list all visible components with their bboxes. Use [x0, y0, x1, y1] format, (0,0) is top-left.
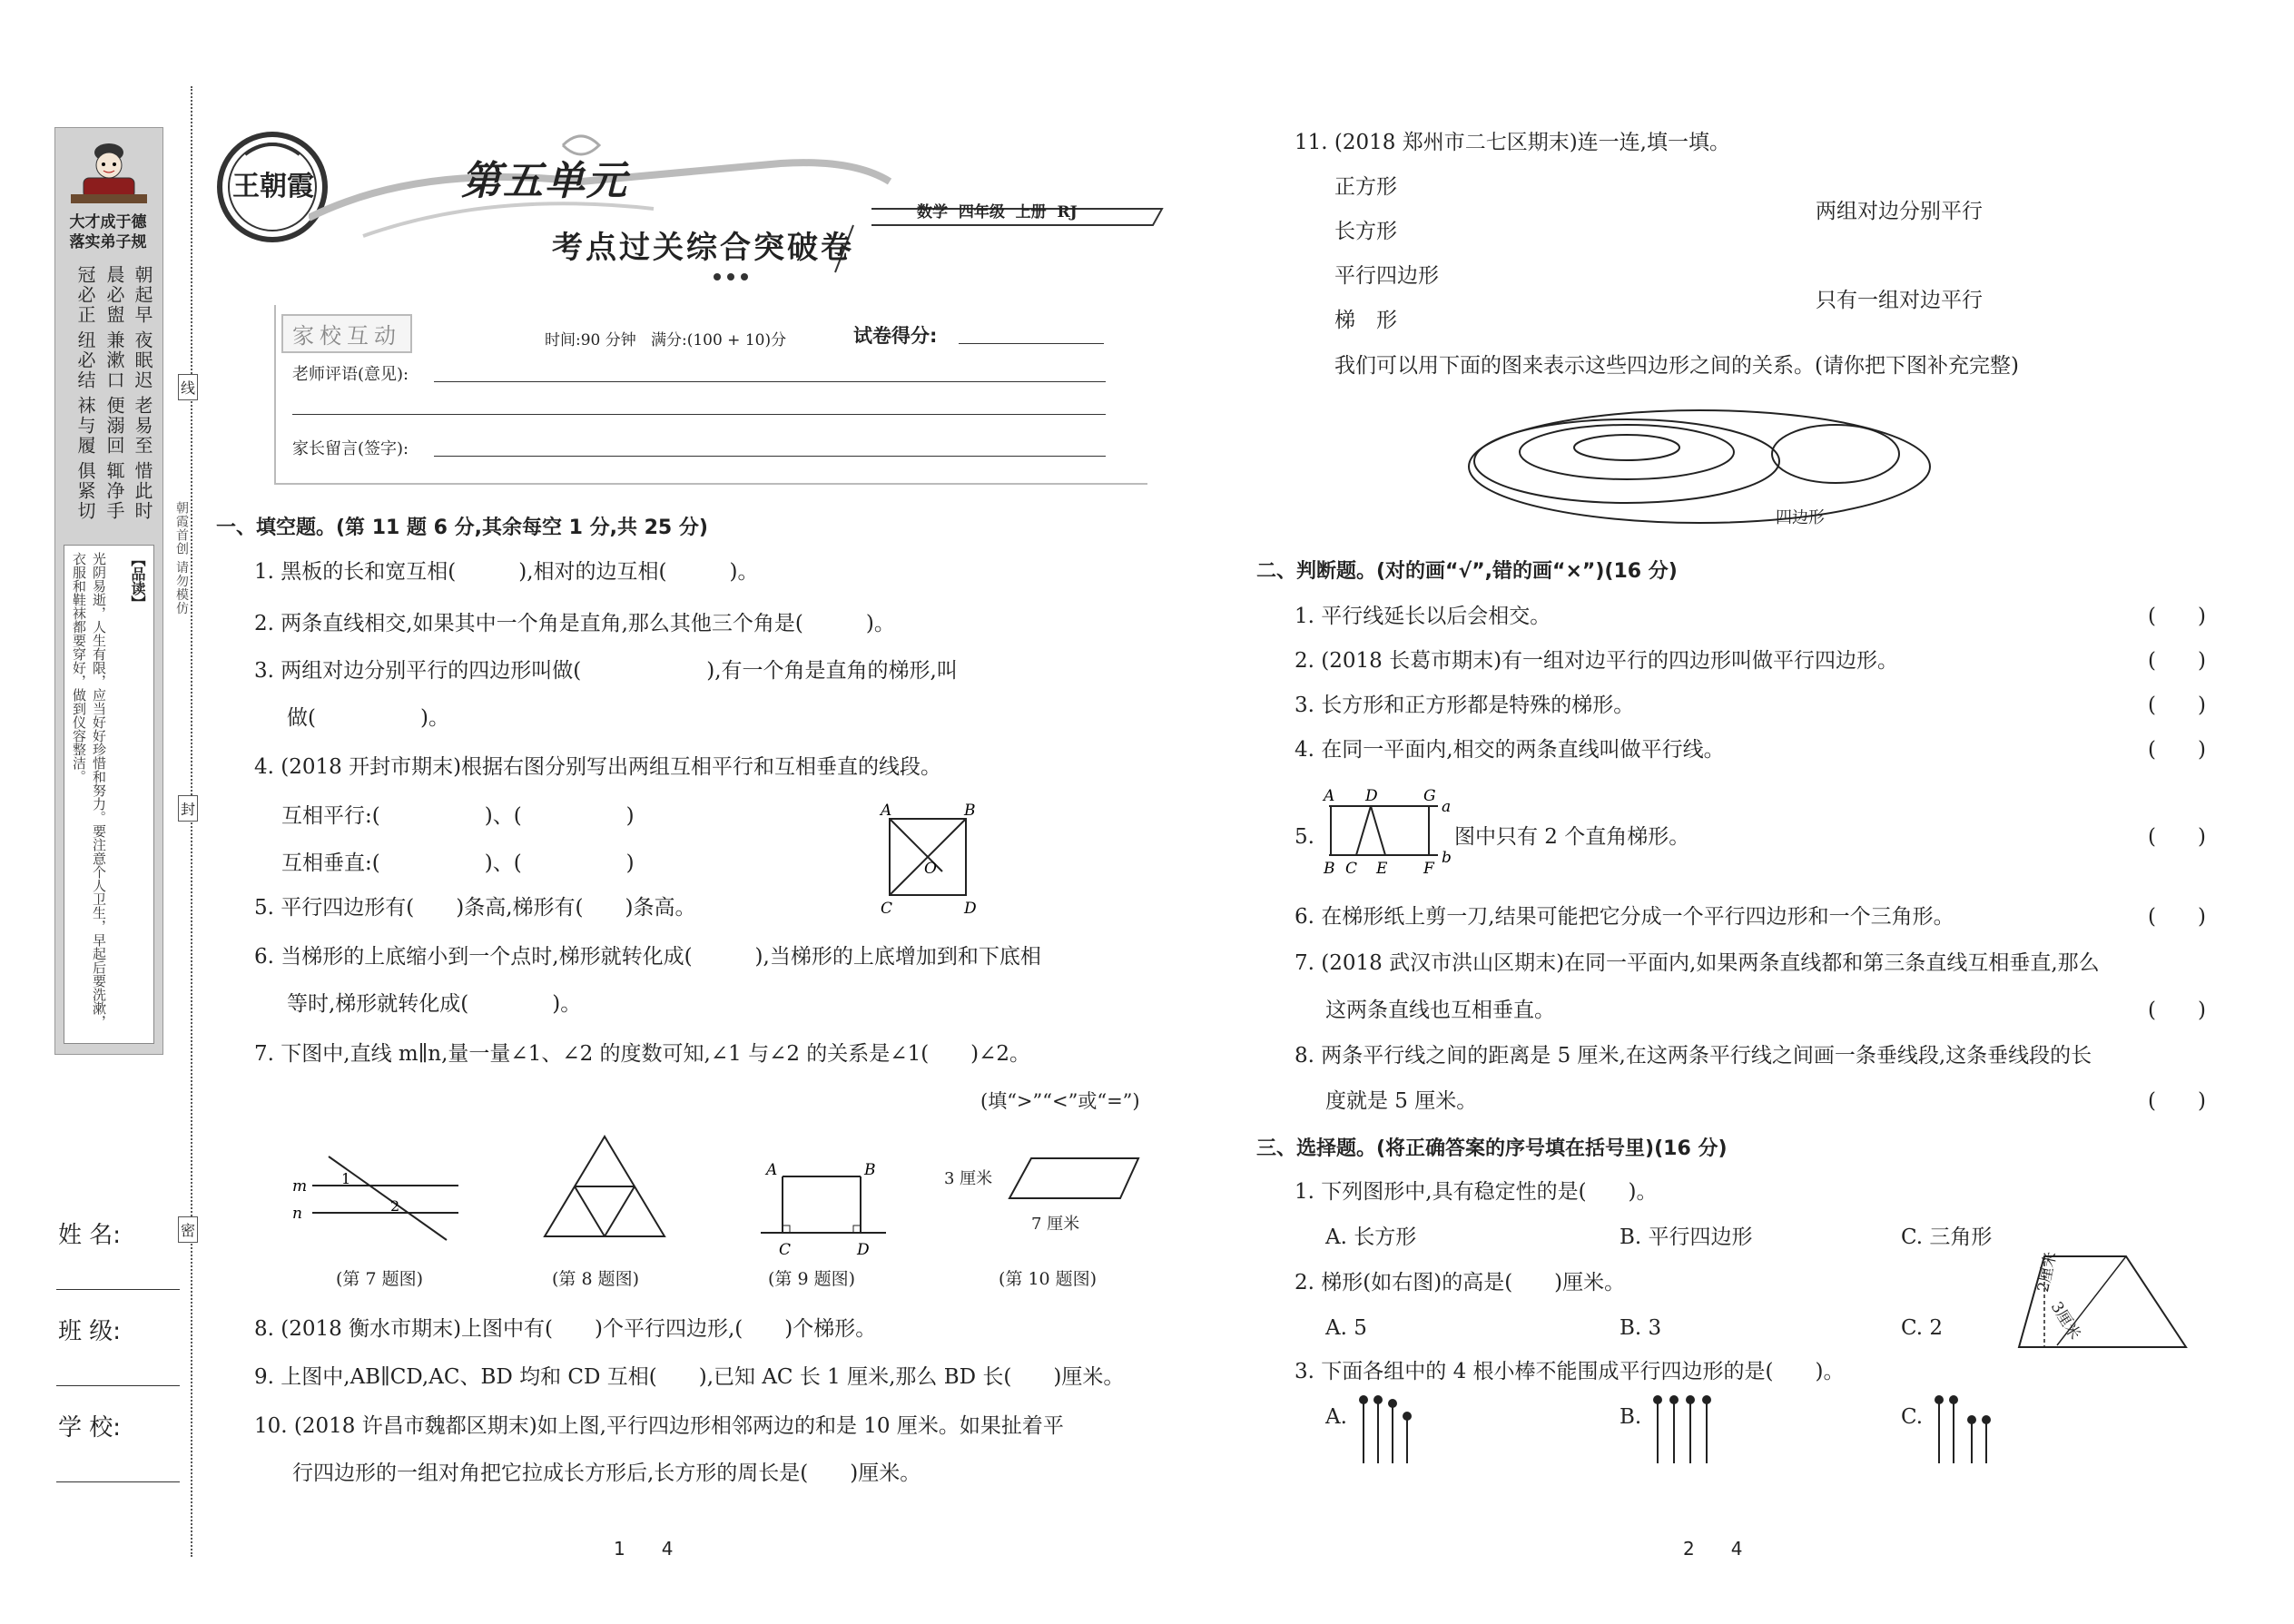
sticks-option-c [1932, 1393, 2004, 1467]
fig9-caption: (第 9 题图) [768, 1269, 855, 1289]
fig7-caption: (第 7 题图) [336, 1269, 423, 1289]
class-label: 班 级: [58, 1318, 122, 1345]
svg-text:D: D [964, 900, 977, 918]
svg-text:C: C [779, 1241, 792, 1259]
svg-text:A: A [881, 802, 892, 820]
svg-text:2: 2 [390, 1197, 400, 1215]
fig10-base-label: 7 厘米 [1031, 1215, 1080, 1234]
venn-diagram [1465, 407, 1937, 543]
trapezoid-side-label: 3厘米 [2046, 1298, 2084, 1343]
svg-text:G: G [1423, 787, 1436, 805]
cut-mark: 线 [178, 374, 198, 400]
judge-5: 图中只有 2 个直角梯形。 [1454, 825, 1690, 849]
judge-8-cont: 度就是 5 厘米。 [1325, 1089, 1478, 1113]
poem-column: 朝起早 [132, 265, 153, 325]
sticks-option-b [1650, 1393, 1723, 1467]
school-label: 学 校: [58, 1414, 122, 1442]
page-number-left: 1 4 [614, 1538, 674, 1560]
choice-3-option-b[interactable]: B. [1620, 1405, 1642, 1429]
fig8-caption: (第 8 题图) [552, 1269, 639, 1289]
judge-2: 2. (2018 长葛市期末)有一组对边平行的四边形叫做平行四边形。 [1295, 649, 1899, 673]
svg-text:B: B [864, 1161, 876, 1179]
poem-column: 便溺回 [103, 396, 125, 456]
paper-subtitle: 考点过关综合突破卷 [552, 230, 854, 266]
question-2: 2. 两条直线相交,如果其中一个角是直角,那么其他三个角是( )。 [254, 612, 895, 635]
poem-column: 袜与履 [74, 396, 96, 456]
fig10-side-label: 3 厘米 [944, 1169, 993, 1188]
svg-text:n: n [292, 1205, 302, 1223]
poem-column: 晨必盥 [103, 265, 125, 325]
poem-column: 辄净手 [103, 461, 125, 521]
choice-2-option-a[interactable]: A. 5 [1325, 1316, 1367, 1340]
q11-right-1: 两组对边分别平行 [1816, 200, 1983, 223]
svg-text:D: D [1365, 787, 1378, 805]
svg-text:C: C [1345, 860, 1358, 877]
parent-comment-line[interactable] [434, 456, 1106, 457]
question-4: 4. (2018 开封市期末)根据右图分别写出两组互相平行和互相垂直的线段。 [254, 755, 942, 779]
question-1: 1. 黑板的长和宽互相( ),相对的边互相( )。 [254, 560, 759, 584]
poem-column: 兼漱口 [103, 330, 125, 390]
svg-text:D: D [857, 1241, 870, 1259]
choice-3: 3. 下面各组中的 4 根小棒不能围成平行四边形的是( )。 [1295, 1360, 1845, 1383]
school-line[interactable] [56, 1481, 180, 1482]
unit-title: 第五单元 [461, 158, 628, 204]
q11-left-3: 平行四边形 [1334, 264, 1439, 288]
answer-bracket[interactable]: ( ) [2148, 1089, 2206, 1113]
svg-text:b: b [1442, 849, 1452, 867]
question-6-cont: 等时,梯形就转化成( )。 [287, 992, 582, 1016]
answer-bracket[interactable]: ( ) [2148, 605, 2206, 628]
answer-bracket[interactable]: ( ) [2148, 738, 2206, 762]
square-figure [877, 801, 977, 919]
choice-1-option-a[interactable]: A. 长方形 [1325, 1225, 1417, 1249]
judge-7: 7. (2018 武汉市洪山区期末)在同一平面内,如果两条直线都和第三条直线互相垂直,那么 [1295, 951, 2100, 975]
mascot-icon [62, 134, 156, 207]
svg-text:F: F [1423, 860, 1434, 877]
page-number-right: 2 4 [1683, 1538, 1743, 1560]
question-10: 10. (2018 许昌市魏都区期末)如上图,平行四边形相邻两边的和是 10 厘米。如果扯着平 [254, 1414, 1064, 1438]
question-4-parallel: 互相平行:( )、( ) [281, 804, 635, 828]
question-10-cont: 行四边形的一组对角把它拉成长方形后,长方形的周长是( )厘米。 [292, 1462, 921, 1485]
svg-text:B: B [964, 802, 976, 820]
svg-text:B: B [1324, 860, 1335, 877]
q11-left-2: 长方形 [1334, 220, 1397, 243]
choice-2-option-c[interactable]: C. 2 [1901, 1316, 1944, 1340]
answer-bracket[interactable]: ( ) [2148, 905, 2206, 929]
fig10-caption: (第 10 题图) [999, 1269, 1098, 1289]
cut-mark: 密 [178, 1216, 198, 1243]
cut-line [191, 86, 192, 1557]
q11-note: 我们可以用下面的图来表示这些四边形之间的关系。(请你把下图补充完整) [1334, 354, 2019, 378]
svg-text:A: A [766, 1161, 778, 1179]
poem-column: 俱紧切 [74, 461, 96, 521]
judge-8: 8. 两条平行线之间的距离是 5 厘米,在这两条平行线之间画一条垂线段,这条垂线段的长 [1295, 1044, 2092, 1068]
parent-comment-label: 家长留言(签字): [292, 439, 409, 458]
trapezoid-height-label: 2厘米 [2033, 1250, 2061, 1294]
judge-5-num: 5. [1295, 825, 1314, 849]
book-info: 数学 四年级 上册 RJ [917, 203, 1078, 221]
poem-column: 夜眠迟 [132, 330, 153, 390]
comment-line[interactable] [292, 414, 1106, 415]
q11-left-1: 正方形 [1334, 175, 1397, 199]
answer-bracket[interactable]: ( ) [2148, 999, 2206, 1022]
answer-bracket[interactable]: ( ) [2148, 649, 2206, 673]
cut-mark: 封 [178, 795, 198, 822]
fig8-triangle [541, 1133, 668, 1240]
judge-3: 3. 长方形和正方形都是特殊的梯形。 [1295, 694, 1635, 717]
poem-column: 老易至 [132, 396, 153, 456]
fig7-parallel-lines [290, 1144, 463, 1244]
choice-2-option-b[interactable]: B. 3 [1620, 1316, 1662, 1340]
question-8: 8. (2018 衡水市期末)上图中有( )个平行四边形,( )个梯形。 [254, 1317, 877, 1341]
choice-1-option-c[interactable]: C. 三角形 [1901, 1225, 1993, 1249]
svg-text:a: a [1442, 798, 1452, 816]
judge-4: 4. 在同一平面内,相交的两条直线叫做平行线。 [1295, 738, 1725, 762]
choice-1-option-b[interactable]: B. 平行四边形 [1620, 1225, 1753, 1249]
choice-3-option-a[interactable]: A. [1325, 1405, 1347, 1429]
choice-3-option-c[interactable]: C. [1901, 1405, 1924, 1429]
venn-label: 四边形 [1776, 508, 1825, 527]
fig9-rectangle [759, 1153, 895, 1271]
sidebar-motto-2: 落实弟子规 [69, 233, 147, 251]
q11-right-2: 只有一组对边平行 [1816, 289, 1983, 312]
sidebar-motto-1: 大才成于德 [69, 213, 147, 231]
copyright-note: 朝霞首创 请勿模仿 [174, 501, 189, 615]
logo-text: 王朝霞 [232, 171, 314, 202]
question-3: 3. 两组对边分别平行的四边形叫做( ),有一个角是直角的梯形,叫 [254, 659, 958, 683]
class-line[interactable] [56, 1385, 180, 1386]
svg-text:m: m [292, 1177, 308, 1196]
teacher-comment-line[interactable] [434, 381, 1106, 382]
score-label: 试卷得分: [853, 325, 938, 347]
svg-text:A: A [1324, 787, 1335, 805]
score-line[interactable] [959, 343, 1104, 344]
answer-bracket[interactable]: ( ) [2148, 825, 2206, 849]
question-9: 9. 上图中,AB∥CD,AC、BD 均和 CD 互相( ),已知 AC 长 1 厘米,那么 BD 长( )厘米。 [254, 1365, 1125, 1389]
question-11: 11. (2018 郑州市二七区期末)连一连,填一填。 [1295, 131, 1730, 154]
question-6: 6. 当梯形的上底缩小到一个点时,梯形就转化成( ),当梯形的上底增加到和下底相 [254, 945, 1041, 969]
choice-2: 2. 梯形(如右图)的高是( )厘米。 [1295, 1271, 1626, 1294]
fig10-parallelogram [1006, 1155, 1142, 1209]
judge-7-cont: 这两条直线也互相垂直。 [1325, 999, 1555, 1022]
home-school-badge: 家校互动 [281, 314, 412, 353]
section1-title: 一、填空题。(第 11 题 6 分,其余每空 1 分,共 25 分) [216, 517, 708, 539]
judge-6: 6. 在梯形纸上剪一刀,结果可能把它分成一个平行四边形和一个三角形。 [1295, 905, 1954, 929]
question-7: 7. 下图中,直线 m∥n,量一量∠1、∠2 的度数可知,∠1 与∠2 的关系是∠1( )∠2。 [254, 1042, 1031, 1066]
svg-text:E: E [1376, 860, 1388, 877]
poem-column: 冠必正 [74, 265, 96, 325]
svg-text:1: 1 [341, 1170, 351, 1187]
choice-1: 1. 下列图形中,具有稳定性的是( )。 [1295, 1180, 1658, 1204]
question-5: 5. 平行四边形有( )条高,梯形有( )条高。 [254, 896, 696, 920]
time-info: 时间:90 分钟 满分:(100 + 10)分 [545, 331, 787, 349]
question-3-cont: 做( )。 [287, 706, 449, 730]
name-label: 姓 名: [58, 1222, 122, 1249]
answer-bracket[interactable]: ( ) [2148, 694, 2206, 717]
sticks-option-a [1356, 1393, 1420, 1467]
svg-text:O: O [924, 860, 937, 878]
svg-text:C: C [881, 900, 893, 918]
q11-left-4: 梯 形 [1334, 309, 1397, 332]
question-7-hint: (填“>”“<”或“=”) [980, 1090, 1140, 1112]
judge-5-figure [1320, 786, 1456, 877]
teacher-comment-label: 老师评语(意见): [292, 365, 409, 384]
question-4-perpendicular: 互相垂直:( )、( ) [281, 851, 635, 875]
section2-title: 二、判断题。(对的画“√”,错的画“×”)(16 分) [1256, 560, 1678, 583]
judge-1: 1. 平行线延长以后会相交。 [1295, 605, 1551, 628]
section3-title: 三、选择题。(将正确答案的序号填在括号里)(16 分) [1256, 1137, 1728, 1160]
poem-column: 纽必结 [74, 330, 96, 390]
name-line[interactable] [56, 1289, 180, 1290]
reading-text: 光阴易逝，人生有限，应当好好珍惜和努力。要注意个人卫生，早起后要洗漱，衣服和鞋袜都要穿好，做到仪容整洁。 [71, 552, 107, 1029]
poem-column: 惜此时 [132, 461, 153, 521]
reading-title: 【品读】 [129, 552, 146, 610]
